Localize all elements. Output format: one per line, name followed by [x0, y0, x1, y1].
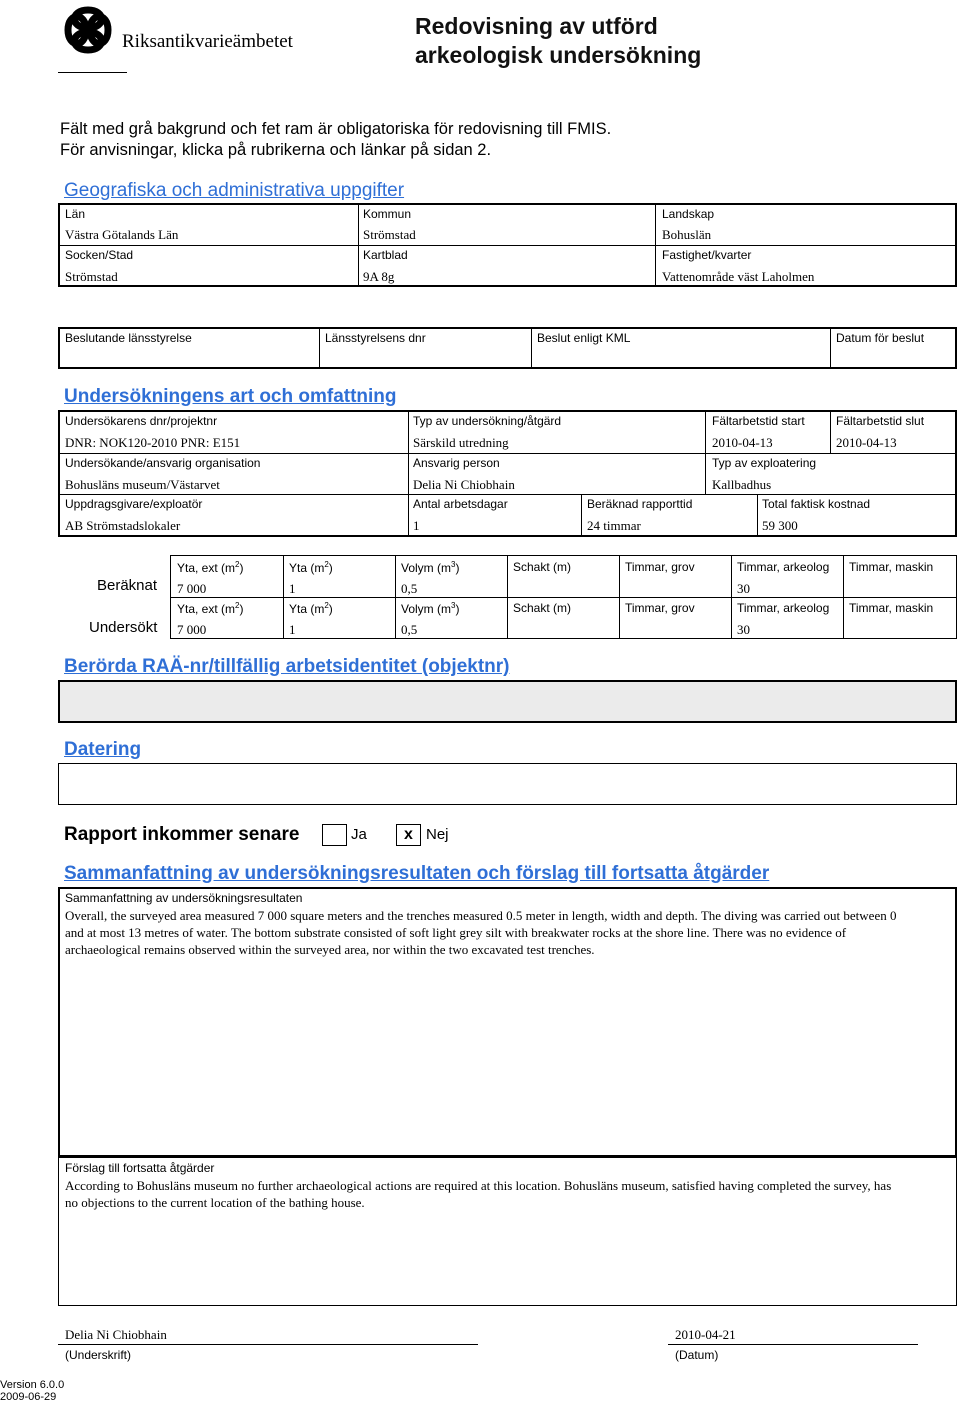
forslag-line2: no objections to the current location of the bathing house.	[65, 1195, 365, 1210]
col-header-timmar-arkeolog: Timmar, arkeolog	[737, 560, 830, 574]
landskap-field[interactable]: Bohuslän	[662, 227, 712, 242]
undersokare-dnr-field[interactable]: DNR: NOK120-2010 PNR: E151	[65, 435, 241, 450]
geo-heading-link[interactable]: Geografiska och administrativa uppgifter	[64, 180, 405, 201]
beraknat-timmar-arkeolog[interactable]: 30	[737, 581, 750, 596]
nej-label: Nej	[426, 826, 449, 843]
result-line1: Overall, the surveyed area measured 7 000 square meters and the trenches measured 0.5 meter in length, width and depth. The diving was carried out between 0	[65, 908, 897, 923]
col-header-volym: Volym $(m^3)$	[401, 560, 460, 575]
col-header-yta-ext: Yta, ext $(m^2)$	[177, 560, 244, 575]
summary-heading-link[interactable]: Sammanfattning av undersökningsresultaten och förslag till fortsatta åtgärder	[64, 863, 770, 884]
undersokt-volym[interactable]: 0,5	[401, 622, 418, 637]
version-label: Version 6.0.0	[0, 1379, 65, 1391]
lan-field[interactable]: Västra Götalands Län	[65, 227, 179, 242]
lst-dnr-label: Länsstyrelsens dnr	[325, 331, 426, 345]
beraknat-volym[interactable]: 0,5	[401, 581, 418, 596]
beslut-datum-label: Datum för beslut	[836, 331, 925, 345]
start-label: Fältarbetstid start	[712, 414, 805, 428]
page-title-line1: Redovisning av utförd	[415, 13, 658, 39]
org-field[interactable]: Bohusläns museum/Västarvet	[65, 477, 220, 492]
page-title	[415, 12, 701, 70]
start-field[interactable]: 2010-04-13	[712, 435, 773, 450]
raa-logo	[64, 6, 334, 58]
geo-table	[58, 203, 957, 287]
result-line3: archaeological remains observed within the surveyed area, nor within the two excavated test trenches.	[65, 942, 595, 957]
ja-checkbox[interactable]	[322, 824, 347, 846]
intro-line2: För anvisningar, klicka på rubrikerna och länkar på sidan 2.	[60, 141, 492, 159]
org-label: Undersökande/ansvarig organisation	[65, 456, 261, 470]
col-header-yta: Yta $(m^2)$	[289, 601, 333, 616]
signature-field[interactable]: Delia Ni Chiobhain	[65, 1327, 167, 1342]
art-table	[58, 410, 957, 537]
result-line2: and at most 13 metres of water. The bottom substrate consisted of soft light grey silt with breakwater rocks at the shore line. There was no evidence of	[65, 925, 847, 940]
datering-heading-link[interactable]: Datering	[64, 739, 142, 760]
datering-field[interactable]	[58, 763, 957, 805]
raa-emblem-icon	[64, 6, 112, 54]
raa-field[interactable]	[58, 680, 957, 723]
fastighet-field[interactable]: Vattenområde väst Laholmen	[662, 269, 815, 284]
date-line	[668, 1344, 918, 1345]
exploatering-field[interactable]: Kallbadhus	[712, 477, 772, 492]
kommun-field[interactable]: Strömstad	[363, 227, 416, 242]
fastighet-label: Fastighet/kvarter	[662, 248, 752, 262]
socken-field[interactable]: Strömstad	[65, 269, 118, 284]
dagar-field[interactable]: 1	[413, 518, 420, 533]
forslag-text	[65, 1177, 891, 1211]
date-field[interactable]: 2010-04-21	[675, 1327, 736, 1342]
landskap-label: Landskap	[662, 207, 715, 221]
uppdrag-field[interactable]: AB Strömstadslokaler	[65, 518, 181, 533]
lan-label: Län	[65, 207, 86, 221]
kml-label: Beslut enligt KML	[537, 331, 631, 345]
kostnad-label: Total faktisk kostnad	[762, 497, 871, 511]
col-header-timmar-grov: Timmar, grov	[625, 560, 695, 574]
signature-label: (Underskrift)	[65, 1348, 132, 1362]
date-label: (Datum)	[675, 1348, 719, 1362]
ja-label: Ja	[351, 826, 367, 843]
undersokt-yta[interactable]: 1	[289, 622, 296, 637]
intro-text	[60, 119, 611, 161]
art-heading-link[interactable]: Undersökningens art och omfattning	[64, 386, 397, 407]
col-header-timmar-grov: Timmar, grov	[625, 601, 695, 615]
beraknat-yta[interactable]: 1	[289, 581, 296, 596]
result-text	[65, 907, 896, 958]
dagar-label: Antal arbetsdagar	[413, 497, 508, 511]
forslag-label: Förslag till fortsatta åtgärder	[65, 1161, 215, 1175]
version-date: 2009-06-29	[0, 1391, 57, 1403]
intro-line1: Fält med grå bakgrund och fet ram är obligatoriska för redovisning till FMIS.	[60, 120, 612, 138]
beslut-table	[58, 327, 957, 369]
typ-label: Typ av undersökning/åtgärd	[413, 414, 562, 428]
undersokt-timmar-arkeolog[interactable]: 30	[737, 622, 750, 637]
forslag-line1: According to Bohusläns museum no further archaeological actions are required at this location. Bohusläns museum, satisfied having completed the survey, has	[65, 1178, 892, 1193]
kartblad-field[interactable]: 9A 8g	[363, 269, 395, 284]
slut-field[interactable]: 2010-04-13	[836, 435, 897, 450]
undersokt-yta-ext[interactable]: 7 000	[177, 622, 207, 637]
lansstyrelse-label: Beslutande länsstyrelse	[65, 331, 192, 345]
rapporttid-field[interactable]: 24 timmar	[587, 518, 641, 533]
row-label-beraknat: Beräknat	[97, 577, 158, 594]
kartblad-label: Kartblad	[363, 248, 408, 262]
exploatering-label: Typ av exploatering	[712, 456, 817, 470]
rapporttid-label: Beräknad rapporttid	[587, 497, 693, 511]
result-label: Sammanfattning av undersökningsresultaten	[65, 891, 303, 905]
logo-underline	[58, 72, 127, 73]
rapport-heading: Rapport inkommer senare	[64, 824, 300, 845]
col-header-timmar-maskin: Timmar, maskin	[849, 560, 934, 574]
undersokare-dnr-label: Undersökarens dnr/projektnr	[65, 414, 218, 428]
kommun-label: Kommun	[363, 207, 412, 221]
beraknat-yta-ext[interactable]: 7 000	[177, 581, 207, 596]
person-field[interactable]: Delia Ni Chiobhain	[413, 477, 515, 492]
typ-field[interactable]: Särskild utredning	[413, 435, 509, 450]
col-header-timmar-maskin: Timmar, maskin	[849, 601, 934, 615]
socken-label: Socken/Stad	[65, 248, 134, 262]
signature-line	[58, 1344, 478, 1345]
col-header-schakt: Schakt (m)	[513, 560, 572, 574]
col-header-yta: Yta $(m^2)$	[289, 560, 333, 575]
nej-checkbox[interactable]: x	[396, 824, 421, 846]
col-header-schakt: Schakt (m)	[513, 601, 572, 615]
row-label-undersokt: Undersökt	[89, 619, 158, 636]
kostnad-field[interactable]: 59 300	[762, 518, 798, 533]
version-info	[0, 1379, 64, 1403]
col-header-timmar-arkeolog: Timmar, arkeolog	[737, 601, 830, 615]
page-title-line2: arkeologisk undersökning	[415, 42, 702, 68]
uppdrag-label: Uppdragsgivare/exploatör	[65, 497, 203, 511]
col-header-yta-ext: Yta, ext $(m^2)$	[177, 601, 244, 616]
slut-label: Fältarbetstid slut	[836, 414, 925, 428]
raa-heading-link[interactable]: Berörda RAÄ-nr/tillfällig arbetsidentitet (objektnr)	[64, 656, 510, 677]
org-name: Riksantikvarieämbetet	[122, 31, 293, 52]
person-label: Ansvarig person	[413, 456, 500, 470]
col-header-volym: Volym $(m^3)$	[401, 601, 460, 616]
